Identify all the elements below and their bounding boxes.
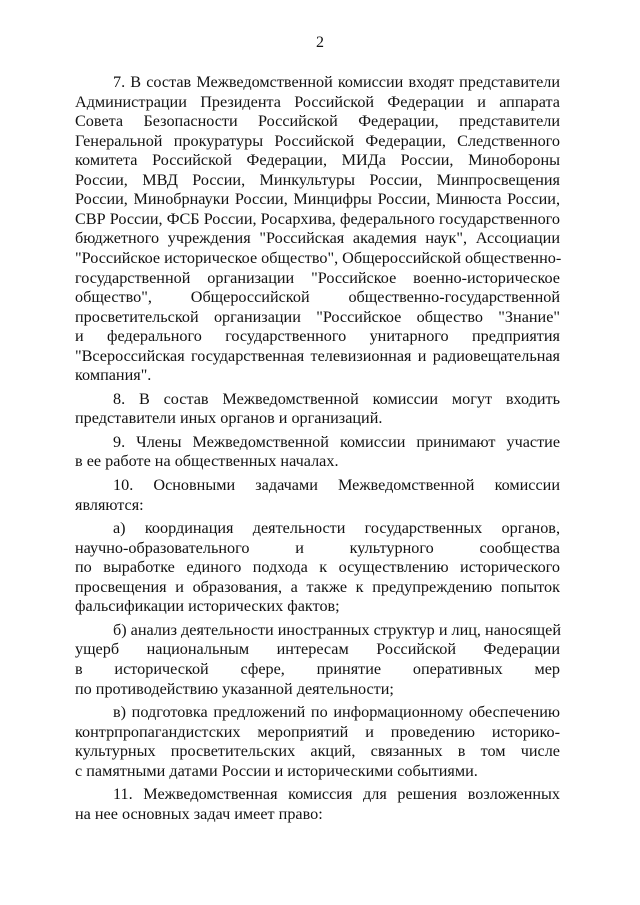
text-line: государственной организации "Российское военно-историческое	[75, 268, 560, 287]
text-line: просвещения и образования, а также к предупреждению попыток	[75, 577, 560, 596]
text-line: по противодействию указанной деятельности;	[75, 679, 394, 698]
text-line: а) координация деятельности государственных органов,	[113, 519, 560, 538]
text-line: России, МВД России, Минкультуры России, Минпросвещения	[75, 170, 560, 189]
text-line: 10. Основными задачами Межведомственной комиссии	[113, 476, 560, 494]
text-line: по выработке единого подхода к осуществлению исторического	[75, 558, 560, 577]
text-line: комитета Российской Федерации, МИДа России, Минобороны	[75, 151, 560, 170]
text-line: в) подготовка предложений по информационному обеспечению	[113, 703, 560, 722]
text-line: Администрации Президента Российской Федерации и аппарата	[75, 92, 560, 111]
text-line: Генеральной прокуратуры Российской Федерации, Следственного	[75, 131, 560, 150]
text-line: научно-образовательного и культурного сообщества	[75, 538, 560, 557]
page-number: 2	[316, 34, 324, 51]
text-line: на нее основных задач имеет право:	[75, 804, 323, 823]
text-line: СВР России, ФСБ России, Росархива, федерального государственного	[75, 209, 560, 228]
text-line: и федерального государственного унитарного предприятия	[75, 327, 560, 346]
text-line: общество", Общероссийской общественно-государственной	[75, 288, 560, 307]
text-line: фальсификации исторических фактов;	[75, 597, 340, 616]
text-line: "Всероссийская государственная телевизионная и радиовещательная	[75, 346, 560, 365]
text-line: 7. В состав Межведомственной комиссии входят представители	[113, 73, 560, 91]
text-line: 11. Межведомственная комиссия для решения возложенных	[113, 785, 560, 804]
text-line: б) анализ деятельности иностранных структур и лиц, наносящей	[113, 620, 561, 639]
text-line: "Российское историческое общество", Общероссийской общественно-	[75, 249, 562, 267]
text-line: являются:	[75, 495, 144, 514]
text-line: представители иных органов и организаций.	[75, 409, 383, 428]
text-line: просветительской организации "Российское общество "Знание"	[75, 307, 560, 326]
text-line: бюджетного учреждения "Российская академия наук", Ассоциации	[75, 229, 560, 248]
text-line: контрпропагандистских мероприятий и проведению историко-	[75, 722, 560, 741]
text-line: России, Минобрнауки России, Минцифры России, Минюста России,	[75, 190, 560, 209]
text-line: в исторической сфере, принятие оперативных мер	[75, 660, 560, 678]
text-line: ущерб национальным интересам Российской Федерации	[75, 640, 560, 659]
text-line: 8. В состав Межведомственной комиссии могут входить	[113, 389, 560, 408]
text-line: в ее работе на общественных началах.	[75, 452, 339, 471]
text-line: Совета Безопасности Российской Федерации, представители	[75, 112, 560, 131]
text-line: компания".	[75, 366, 152, 385]
text-line: культурных просветительских акций, связанных в том числе	[75, 742, 560, 761]
text-line: 9. Члены Межведомственной комиссии принимают участие	[113, 432, 560, 451]
text-line: с памятными датами России и историческими событиями.	[75, 761, 478, 780]
